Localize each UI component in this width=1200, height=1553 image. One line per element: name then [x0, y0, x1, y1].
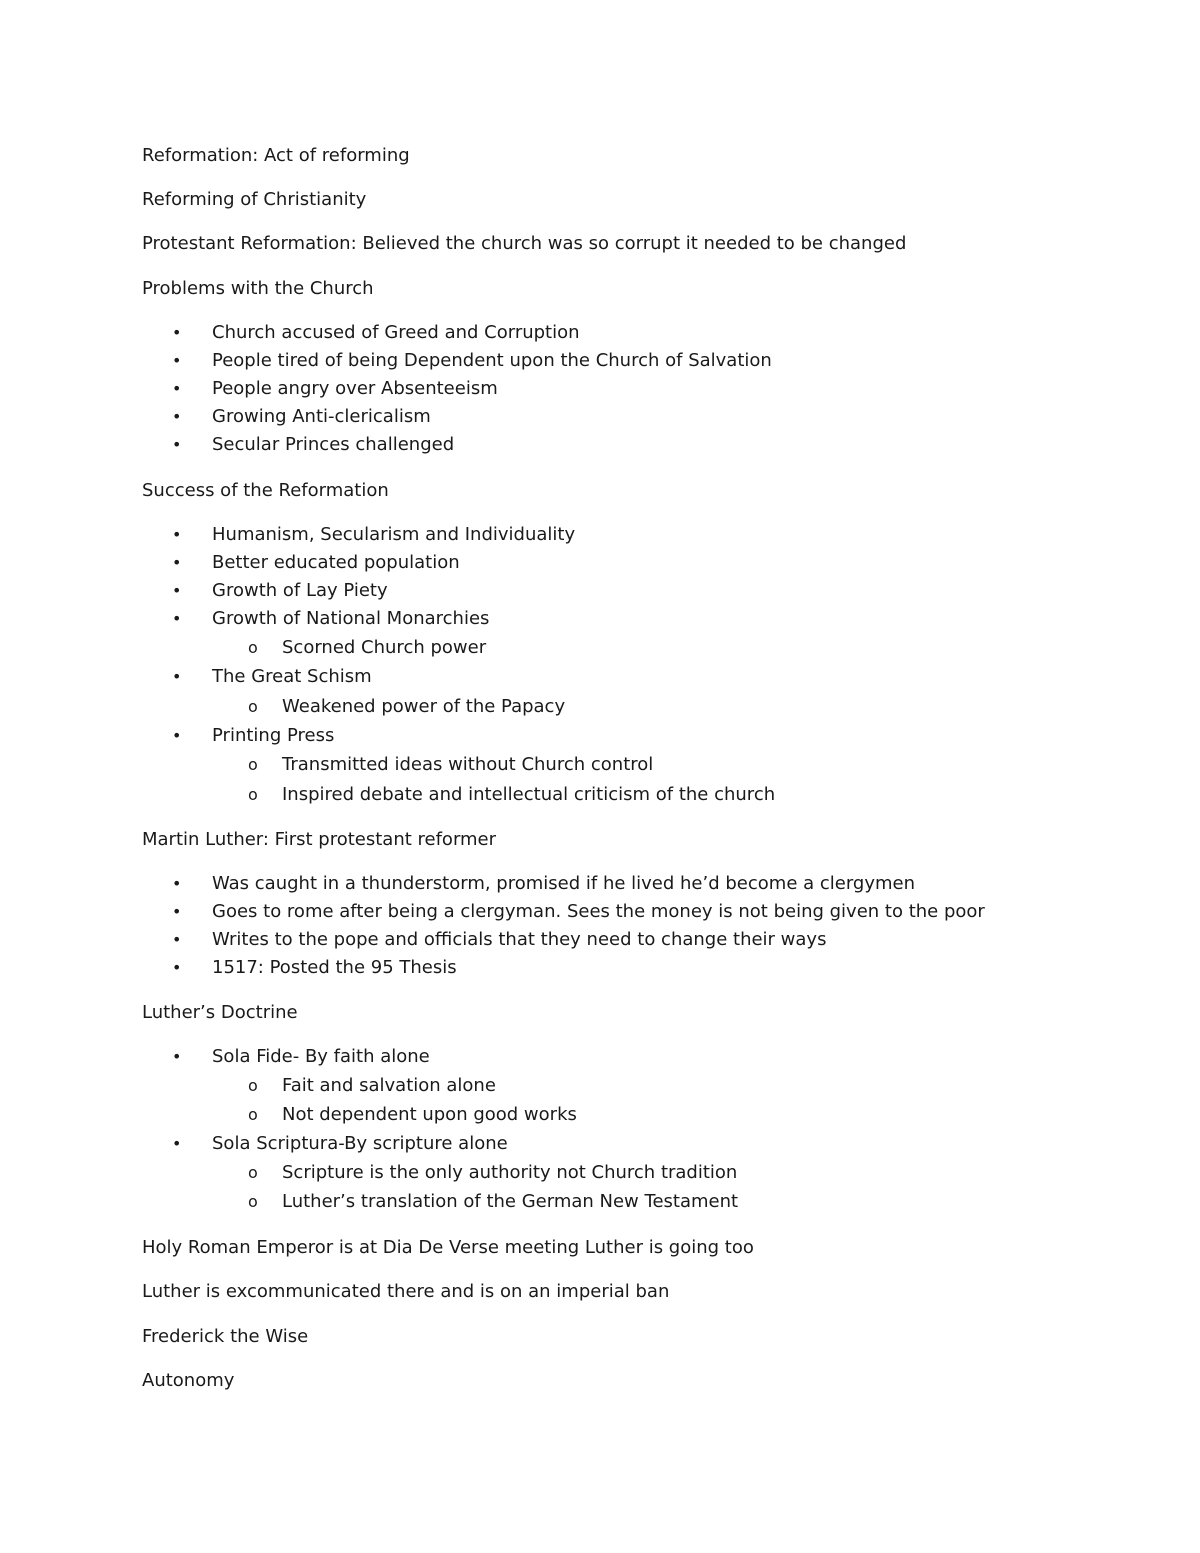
list-item: • Goes to rome after being a clergyman. Sees the money is not being given to the poor [172, 901, 985, 922]
list-item: • Church accused of Greed and Corruption [172, 322, 580, 343]
sub-list-item: o Scripture is the only authority not Church tradition [248, 1162, 738, 1183]
bullet-marker: • [172, 407, 182, 426]
list-item: • 1517: Posted the 95 Thesis [172, 957, 457, 978]
sub-list-item: o Fait and salvation alone [248, 1075, 496, 1096]
heading-problems: Problems with the Church [142, 278, 374, 299]
sub-bullet-marker: o [248, 1105, 258, 1124]
heading-success: Success of the Reformation [142, 480, 389, 501]
list-item: • People angry over Absenteeism [172, 378, 498, 399]
bullet-marker: • [172, 581, 182, 600]
line-protestant-reformation: Protestant Reformation: Believed the church was so corrupt it needed to be changed [142, 233, 907, 254]
list-item: • Growth of National Monarchies [172, 608, 490, 629]
list-item: • Better educated population [172, 552, 460, 573]
list-item: • Secular Princes challenged [172, 434, 455, 455]
sub-list-item: o Transmitted ideas without Church control [248, 754, 654, 775]
bullet-marker: • [172, 351, 182, 370]
list-item: • Was caught in a thunderstorm, promised if he lived he’d become a clergymen [172, 873, 916, 894]
sub-bullet-marker: o [248, 638, 258, 657]
list-item: • Growth of Lay Piety [172, 580, 388, 601]
list-item: • Printing Press [172, 725, 335, 746]
sub-list-item: o Not dependent upon good works [248, 1104, 577, 1125]
heading-martin-luther: Martin Luther: First protestant reformer [142, 829, 497, 850]
bullet-marker: • [172, 323, 182, 342]
sub-list-item: o Weakened power of the Papacy [248, 696, 566, 717]
bullet-marker: • [172, 1134, 182, 1153]
bullet-marker: • [172, 609, 182, 628]
sub-bullet-marker: o [248, 697, 258, 716]
sub-list-item: o Scorned Church power [248, 637, 487, 658]
line-holy-roman-emperor: Holy Roman Emperor is at Dia De Verse meeting Luther is going too [142, 1237, 754, 1258]
bullet-marker: • [172, 1047, 182, 1066]
list-item: • Humanism, Secularism and Individuality [172, 524, 576, 545]
sub-list-item: o Luther’s translation of the German New Testament [248, 1191, 739, 1212]
bullet-marker: • [172, 379, 182, 398]
bullet-marker: • [172, 874, 182, 893]
bullet-marker: • [172, 667, 182, 686]
sub-list-item: o Inspired debate and intellectual criticism of the church [248, 784, 776, 805]
list-item: • Sola Fide- By faith alone [172, 1046, 430, 1067]
list-item: • Writes to the pope and officials that they need to change their ways [172, 929, 827, 950]
sub-bullet-marker: o [248, 1076, 258, 1095]
sub-bullet-marker: o [248, 1163, 258, 1182]
sub-bullet-marker: o [248, 755, 258, 774]
list-item: • Growing Anti-clericalism [172, 406, 431, 427]
bullet-marker: • [172, 435, 182, 454]
line-frederick-the-wise: Frederick the Wise [142, 1326, 309, 1347]
heading-luthers-doctrine: Luther’s Doctrine [142, 1002, 298, 1023]
line-luther-excommunicated: Luther is excommunicated there and is on an imperial ban [142, 1281, 670, 1302]
bullet-marker: • [172, 553, 182, 572]
sub-bullet-marker: o [248, 1192, 258, 1211]
line-reforming-christianity: Reforming of Christianity [142, 189, 367, 210]
bullet-marker: • [172, 958, 182, 977]
bullet-marker: • [172, 726, 182, 745]
sub-bullet-marker: o [248, 785, 258, 804]
list-item: • The Great Schism [172, 666, 372, 687]
line-autonomy: Autonomy [142, 1370, 235, 1391]
bullet-marker: • [172, 525, 182, 544]
list-item: • Sola Scriptura-By scripture alone [172, 1133, 508, 1154]
bullet-marker: • [172, 902, 182, 921]
list-item: • People tired of being Dependent upon the Church of Salvation [172, 350, 772, 371]
heading-reformation: Reformation: Act of reforming [142, 145, 410, 166]
bullet-marker: • [172, 930, 182, 949]
